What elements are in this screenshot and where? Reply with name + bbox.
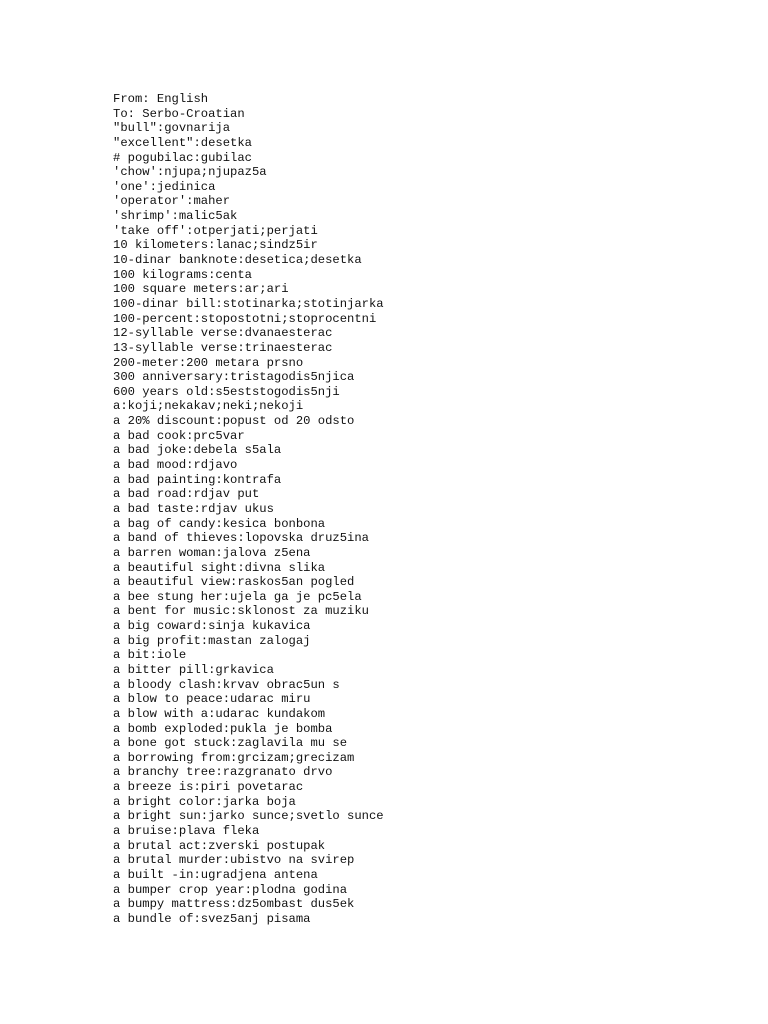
dictionary-line: a:koji;nekakav;neki;nekoji bbox=[113, 399, 304, 414]
dictionary-line: a bruise:plava fleka bbox=[113, 824, 260, 839]
dictionary-line: a bad taste:rdjav ukus bbox=[113, 501, 274, 516]
dictionary-line: 'shrimp':malic5ak bbox=[113, 209, 238, 224]
dictionary-line: 200-meter:200 metara prsno bbox=[113, 355, 304, 370]
dictionary-line: a bag of candy:kesica bonbona bbox=[113, 516, 326, 531]
dictionary-line: a built -in:ugradjena antena bbox=[113, 867, 318, 882]
dictionary-line: 100 square meters:ar;ari bbox=[113, 282, 289, 297]
dictionary-line: a breeze is:piri povetarac bbox=[113, 780, 304, 795]
dictionary-line: a bent for music:sklonost za muziku bbox=[113, 604, 369, 619]
dictionary-line: a bit:iole bbox=[113, 648, 187, 663]
dictionary-line: 10 kilometers:lanac;sindz5ir bbox=[113, 238, 318, 253]
dictionary-line: a branchy tree:razgranato drvo bbox=[113, 765, 333, 780]
dictionary-line: a 20% discount:popust od 20 odsto bbox=[113, 414, 355, 429]
dictionary-line: a bumper crop year:plodna godina bbox=[113, 882, 348, 897]
dictionary-line: 100-dinar bill:stotinarka;stotinjarka bbox=[113, 296, 384, 311]
dictionary-line: 'take off':otperjati;perjati bbox=[113, 223, 318, 238]
dictionary-line: a bomb exploded:pukla je bomba bbox=[113, 721, 333, 736]
dictionary-line: a bumpy mattress:dz5ombast dus5ek bbox=[113, 897, 355, 912]
dictionary-line: 'chow':njupa;njupaz5a bbox=[113, 165, 267, 180]
dictionary-line: a borrowing from:grcizam;grecizam bbox=[113, 750, 355, 765]
dictionary-line: a bad joke:debela s5ala bbox=[113, 443, 282, 458]
dictionary-line: To: Serbo-Croatian bbox=[113, 106, 245, 121]
dictionary-line: 100 kilograms:centa bbox=[113, 267, 252, 282]
dictionary-line: From: English bbox=[113, 92, 209, 106]
dictionary-line: 13-syllable verse:trinaesterac bbox=[113, 340, 333, 355]
dictionary-line: a beautiful view:raskos5an pogled bbox=[113, 575, 355, 590]
dictionary-line: a bright sun:jarko sunce;svetlo sunce bbox=[113, 809, 384, 824]
dictionary-line: "bull":govnarija bbox=[113, 121, 231, 136]
dictionary-line: "excellent":desetka bbox=[113, 135, 252, 150]
dictionary-line: 'one':jedinica bbox=[113, 179, 216, 194]
dictionary-line: a band of thieves:lopovska druz5ina bbox=[113, 531, 369, 546]
dictionary-line: a bright color:jarka boja bbox=[113, 794, 296, 809]
dictionary-text bbox=[113, 92, 384, 927]
dictionary-line: a brutal murder:ubistvo na svirep bbox=[113, 853, 355, 868]
dictionary-line: a blow with a:udarac kundakom bbox=[113, 706, 326, 721]
dictionary-line: a bad mood:rdjavo bbox=[113, 458, 238, 473]
dictionary-line: a beautiful sight:divna slika bbox=[113, 560, 326, 575]
dictionary-line: 300 anniversary:tristagodis5njica bbox=[113, 370, 355, 385]
dictionary-line: 10-dinar banknote:desetica;desetka bbox=[113, 253, 362, 268]
dictionary-line: a big coward:sinja kukavica bbox=[113, 619, 311, 634]
dictionary-line: a bloody clash:krvav obrac5un s bbox=[113, 677, 340, 692]
dictionary-line: a bee stung her:ujela ga je pc5ela bbox=[113, 589, 362, 604]
dictionary-line: # pogubilac:gubilac bbox=[113, 150, 252, 165]
dictionary-line: a barren woman:jalova z5ena bbox=[113, 545, 311, 560]
dictionary-line: a bundle of:svez5anj pisama bbox=[113, 911, 311, 926]
dictionary-line: a bad road:rdjav put bbox=[113, 487, 260, 502]
dictionary-line: a bone got stuck:zaglavila mu se bbox=[113, 736, 348, 751]
dictionary-line: a brutal act:zverski postupak bbox=[113, 838, 326, 853]
dictionary-line: a bad cook:prc5var bbox=[113, 428, 245, 443]
dictionary-line: a bad painting:kontrafa bbox=[113, 472, 282, 487]
dictionary-line: 100-percent:stopostotni;stoprocentni bbox=[113, 311, 377, 326]
dictionary-line: a big profit:mastan zalogaj bbox=[113, 633, 311, 648]
dictionary-line: 600 years old:s5eststogodis5nji bbox=[113, 384, 340, 399]
dictionary-line: 12-syllable verse:dvanaesterac bbox=[113, 326, 333, 341]
dictionary-line: a blow to peace:udarac miru bbox=[113, 692, 311, 707]
dictionary-line: 'operator':maher bbox=[113, 194, 231, 209]
dictionary-line: a bitter pill:grkavica bbox=[113, 662, 274, 677]
